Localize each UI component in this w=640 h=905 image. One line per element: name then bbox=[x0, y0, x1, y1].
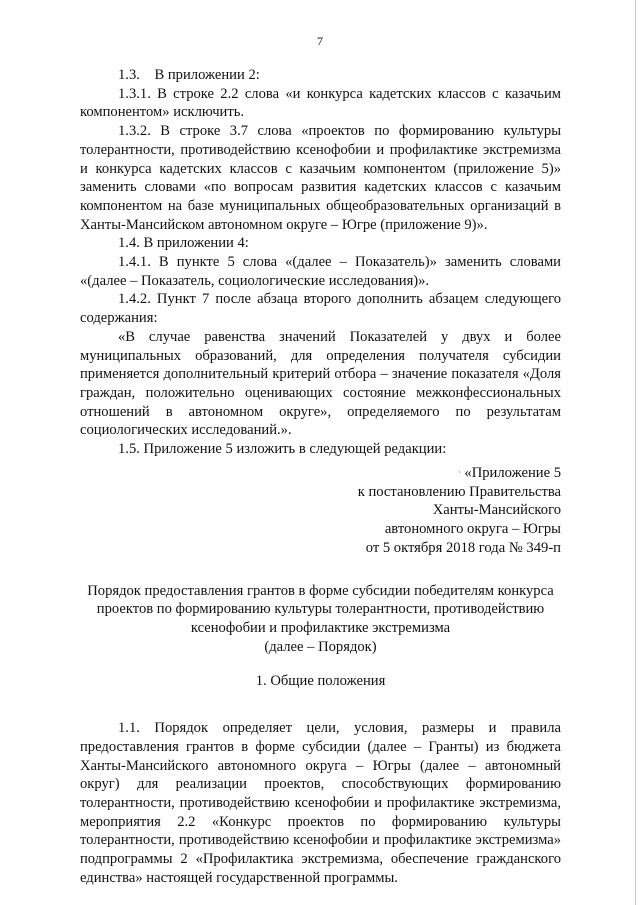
appendix-line-5: от 5 октября 2018 года № 349-п bbox=[365, 539, 561, 556]
title-line-3: ксенофобии и профилактике экстремизма bbox=[190, 619, 451, 636]
paragraph-1-3: 1.3. В приложении 2: bbox=[118, 67, 260, 83]
title-line-2: проектов по формированию культуры толерантности, противодействию bbox=[96, 601, 545, 618]
appendix-line-1: · «Приложение 5 bbox=[80, 464, 561, 483]
speck-mark: · bbox=[458, 468, 461, 478]
document-body bbox=[80, 66, 561, 887]
paragraph-inserted-text: «В случае равенства значений Показателей у двух и более муниципальных образований, для определения получателя субсидии применяется дополнительный критерий отбора – значение показателя «Доля граждан, положительно оценивающих состояние межконфессиональных отношений в автономном округе», определяемого по результатам социологических исследований.». bbox=[80, 328, 561, 439]
paragraph-1-4-2: 1.4.2. Пункт 7 после абзаца второго дополнить абзацем следующего содержания: bbox=[80, 291, 561, 327]
page-edge-line bbox=[635, 0, 636, 905]
appendix-line-2: к постановлению Правительства bbox=[357, 483, 561, 500]
spacer bbox=[80, 691, 561, 719]
title-line-4: (далее – Порядок) bbox=[264, 638, 377, 655]
appendix-reference-block bbox=[80, 464, 561, 558]
appendix-line-4: автономного округа – Югры bbox=[384, 521, 561, 538]
paragraph-1-3-1: 1.3.1. В строке 2.2 слова «и конкурса кадетских классов с казачьим компонентом» исключить. bbox=[80, 85, 561, 121]
paragraph-1-4: 1.4. В приложении 4: bbox=[118, 235, 249, 252]
paragraph-1-4-1: 1.4.1. В пункте 5 слова «(далее – Показатель)» заменить словами «(далее – Показатель, социологические исследования)». bbox=[80, 254, 561, 289]
title-line-1: Порядок предоставления грантов в форме субсидии победителям конкурса bbox=[87, 582, 554, 599]
document-title bbox=[80, 582, 561, 657]
page-number: 7 bbox=[317, 34, 323, 48]
section-heading: 1. Общие положения bbox=[255, 673, 386, 690]
appendix-line-3: Ханты-Мансийского bbox=[432, 502, 561, 519]
paragraph-section-1-1: 1.1. Порядок определяет цели, условия, размеры и правила предоставления грантов в форме субсидии (далее – Гранты) из бюджета Ханты-Мансийского автономного округа – Югры (далее – автономный округ) для реализации проектов, способствующих формированию толерантности, противодействию ксенофобии и профилактике экстремизма, мероприятия 2.2 «Конкурс проектов по формированию культуры толерантности, противодействию ксенофобии и профилактике экстремизма» подпрограммы 2 «Профилактика экстремизма, обеспечение гражданского единства» настоящей государственной программы. bbox=[80, 720, 561, 886]
paragraph-1-3-2: 1.3.2. В строке 3.7 слова «проектов по формированию культуры толерантности, противодействию ксенофобии и профилактике экстремизма и конкурса кадетских классов с казачьим компонентом (приложение 5)» заменить словами «по вопросам развития кадетских классов с казачьим компонентом на базе муниципальных общеобразовательных организаций в Ханты-Мансийском автономном округе – Югре (приложение 9)». bbox=[80, 123, 561, 233]
paragraph-1-5: 1.5. Приложение 5 изложить в следующей редакции: bbox=[118, 441, 447, 458]
